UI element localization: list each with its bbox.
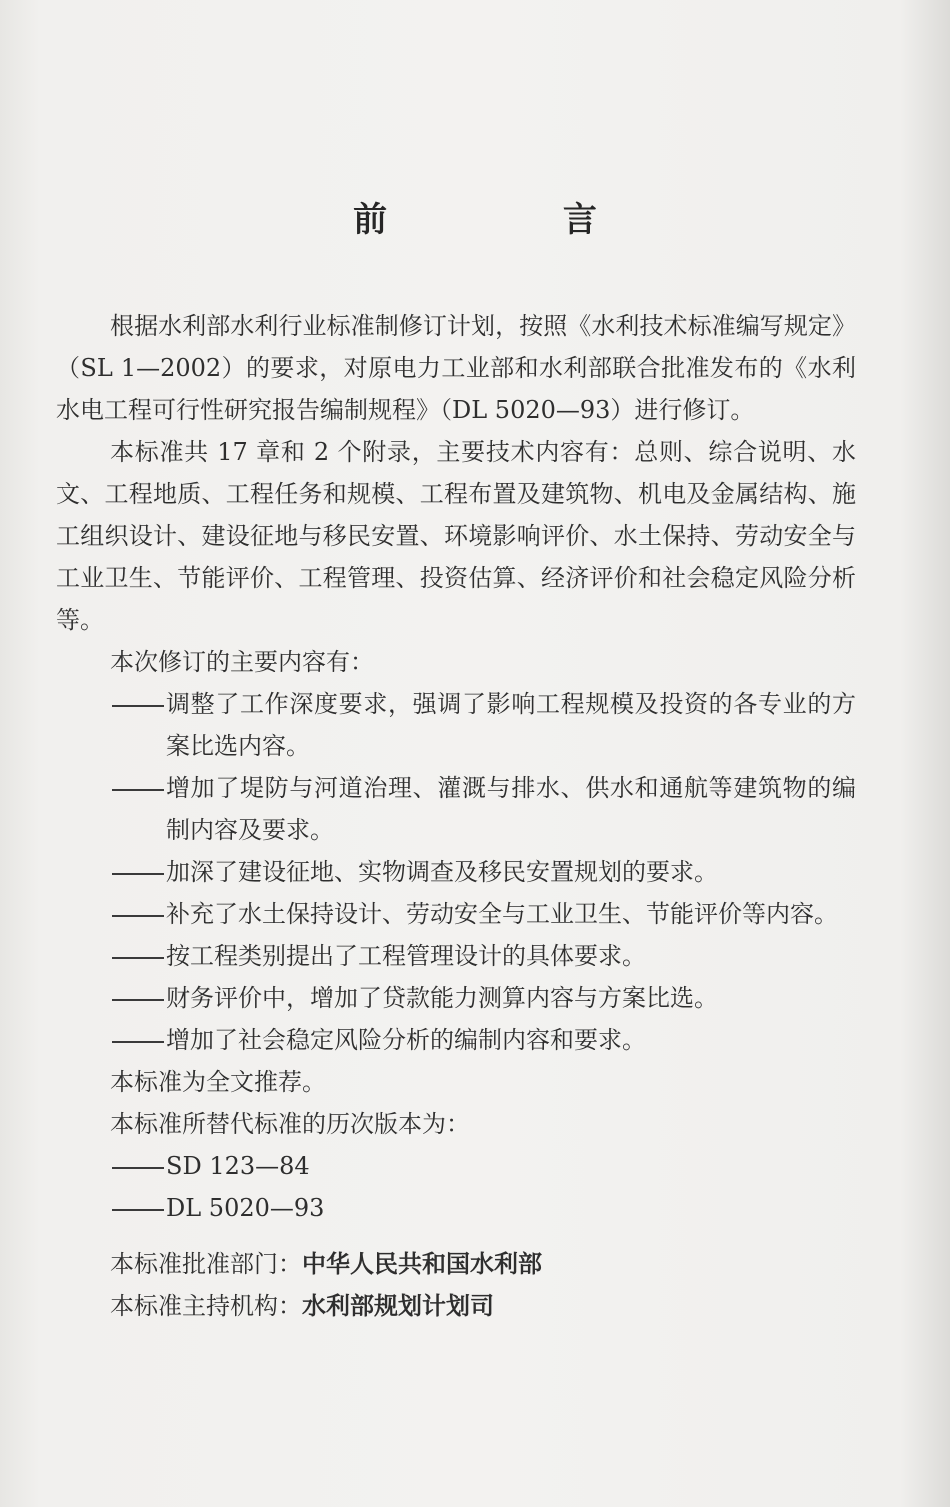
revision-list [56, 683, 856, 1061]
host-organization-label: 本标准主持机构： [110, 1292, 302, 1320]
spacer [56, 1229, 856, 1243]
dash-mark [110, 767, 166, 851]
list-item-text: 增加了社会稳定风险分析的编制内容和要求。 [166, 1026, 646, 1054]
page-title: 前 言 [353, 200, 679, 240]
list-item-text: 调整了工作深度要求，强调了影响工程规模及投资的各专业的方案比选内容。 [166, 690, 856, 760]
history-intro: 本标准所替代标准的历次版本为： [110, 1110, 470, 1138]
list-item [56, 683, 856, 767]
host-organization-value: 水利部规划计划司 [302, 1292, 494, 1320]
dash-mark [110, 1187, 166, 1229]
list-item [56, 977, 856, 1019]
list-item [56, 1187, 856, 1229]
list-item [56, 1019, 856, 1061]
list-item [56, 1145, 856, 1187]
paragraph-revision-intro: 本次修订的主要内容有： [110, 648, 374, 676]
paragraph-contents: 本标准共 17 章和 2 个附录，主要技术内容有：总则、综合说明、水文、工程地质、工程任务和规模、工程布置及建筑物、机电及金属结构、施工组织设计、建设征地与移民安置、环境影响评价、水土保持、劳动安全与工业卫生、节能评价、工程管理、投资估算、经济评价和社会稳定风险分析等。 [56, 438, 856, 634]
dash-mark [110, 1019, 166, 1061]
dash-mark [110, 893, 166, 935]
recommendation-note: 本标准为全文推荐。 [110, 1068, 326, 1096]
list-item [56, 851, 856, 893]
approval-department-value: 中华人民共和国水利部 [302, 1250, 542, 1278]
list-item [56, 935, 856, 977]
list-item-text: 按工程类别提出了工程管理设计的具体要求。 [166, 942, 646, 970]
history-version: SD 123—84 [166, 1152, 310, 1180]
host-organization [56, 1285, 856, 1327]
history-version: DL 5020—93 [166, 1194, 325, 1222]
dash-mark [110, 851, 166, 893]
list-item-text: 补充了水土保持设计、劳动安全与工业卫生、节能评价等内容。 [166, 900, 838, 928]
list-item-text: 增加了堤防与河道治理、灌溉与排水、供水和通航等建筑物的编制内容及要求。 [166, 774, 856, 844]
history-list [56, 1145, 856, 1229]
foreword-body [56, 305, 856, 1327]
dash-mark [110, 977, 166, 1019]
dash-mark [110, 683, 166, 767]
paragraph-revision-basis: 根据水利部水利行业标准制修订计划，按照《水利技术标准编写规定》（SL 1—2002）的要求，对原电力工业部和水利部联合批准发布的《水利水电工程可行性研究报告编制规程》（DL 5020—93）进行修订。 [56, 312, 856, 424]
list-item-text: 加深了建设征地、实物调查及移民安置规划的要求。 [166, 858, 718, 886]
dash-mark [110, 935, 166, 977]
approval-department [56, 1243, 856, 1285]
approval-department-label: 本标准批准部门： [110, 1250, 302, 1278]
list-item [56, 767, 856, 851]
dash-mark [110, 1145, 166, 1187]
list-item-text: 财务评价中，增加了贷款能力测算内容与方案比选。 [166, 984, 718, 1012]
list-item [56, 893, 856, 935]
